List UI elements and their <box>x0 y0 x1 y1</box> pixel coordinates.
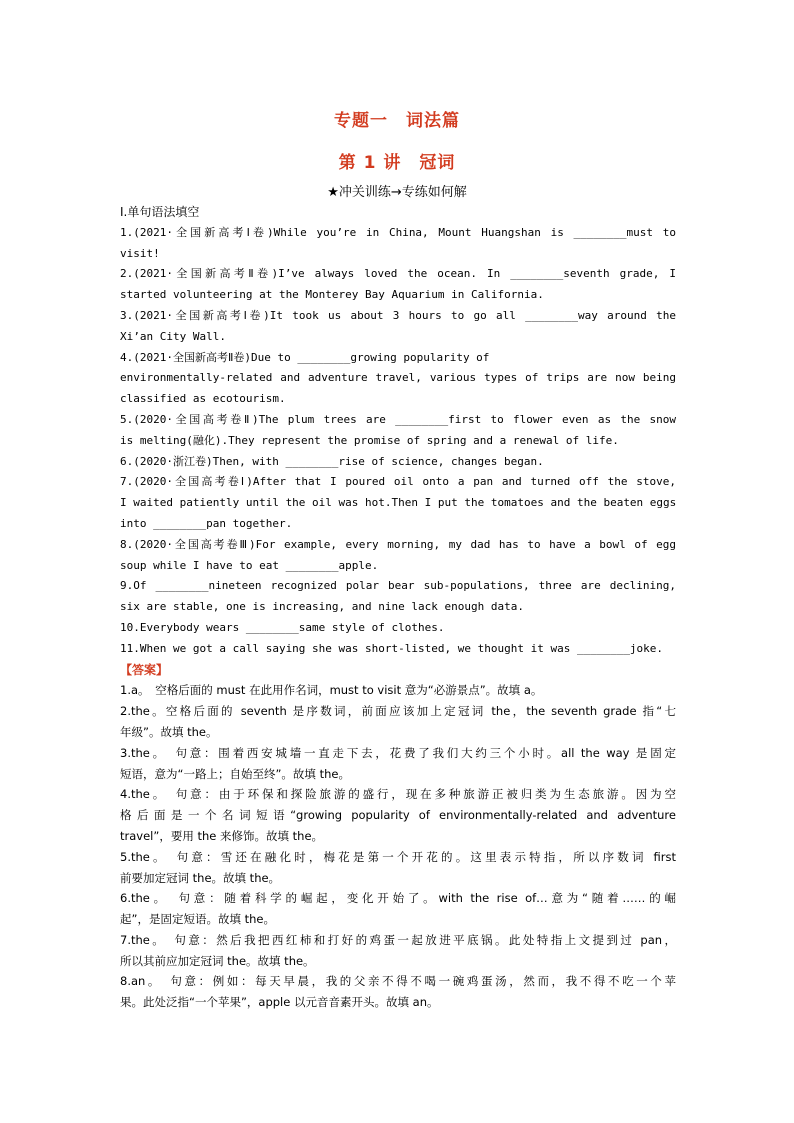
subtitle: ★冲关训练→专练如何解 <box>327 185 467 200</box>
question-line: 5.(2020·全国高考卷Ⅱ)The plum trees are ________first to flower even as the snow <box>120 412 676 426</box>
answer-line: 3.the。 句意：围着西安城墙一直走下去，花费了我们大约三个小时。all the way 是固定 <box>120 745 676 760</box>
question-line: classified as ecotourism. <box>120 392 286 406</box>
question-line: Xi’an City Wall. <box>120 329 226 343</box>
question-list <box>120 223 676 660</box>
question-line: 3.(2021·全国新高考Ⅰ卷)It took us about 3 hours to go all ________way around the <box>120 308 676 322</box>
topic-title: 专题一 词法篇 <box>334 111 460 131</box>
answer-line: 8.an。 句意：例如：每天早晨，我的父亲不得不喝一碗鸡蛋汤，然而，我不得不吃一个苹 <box>120 974 676 989</box>
question-line: 9.Of ________nineteen recognized polar bear sub-populations, three are declining, <box>120 579 676 593</box>
answer-line: travel”，要用 the 来修饰。故填 the。 <box>120 828 324 843</box>
lesson-title: 第 1 讲 冠词 <box>338 153 456 173</box>
answer-list <box>120 680 676 1013</box>
question-line: into ________pan together. <box>120 516 293 530</box>
answer-line: 起”，是固定短语。故填 the。 <box>120 912 275 927</box>
answer-line: 7.the。 句意：然后我把西红柿和打好的鸡蛋一起放进平底锅。此处特指上文提到过 pan， <box>120 932 676 947</box>
answer-line: 格后面是一个名词短语“growing popularity of environmentally-related and adventure <box>120 808 676 823</box>
question-line: 7.(2020·全国高考卷Ⅰ)After that I poured oil onto a pan and turned off the stove, <box>120 475 676 489</box>
question-line: 2.(2021·全国新高考Ⅱ卷)I’ve always loved the ocean. In ________seventh grade, I <box>120 267 676 281</box>
answer-line: 短语，意为“一路上；自始至终”。故填 the。 <box>120 766 350 781</box>
answer-line: 6.the。 句意：随着科学的崛起，变化开始了。with the rise of…意为“随着……的崛 <box>120 891 676 906</box>
answer-line: 所以其前应加定冠词 the。故填 the。 <box>120 953 315 968</box>
question-line: is melting(融化).They represent the promise of spring and a renewal of life. <box>120 433 619 447</box>
answer-line: 5.the。 句意：雪还在融化时，梅花是第一个开花的。这里表示特指，所以序数词 first <box>120 849 676 864</box>
answer-line: 前要加定冠词 the。故填 the。 <box>120 870 281 885</box>
answer-line: 1.a。 空格后面的 must 在此用作名词，must to visit 意为“必游景点”。故填 a。 <box>120 683 543 698</box>
question-line: 10.Everybody wears ________same style of clothes. <box>120 620 445 634</box>
answer-line: 果。此处泛指“一个苹果”，apple 以元音音素开头。故填 an。 <box>120 995 439 1010</box>
document-body <box>120 202 676 1013</box>
question-line: 6.(2020·浙江卷)Then, with ________rise of science, changes began. <box>120 454 544 468</box>
answer-line: 年级”。故填 the。 <box>120 724 218 739</box>
answer-line: 2.the。空格后面的 seventh 是序数词，前面应该加上定冠词 the，the seventh grade 指“七 <box>120 704 676 719</box>
question-line: 11.When we got a call saying she was short-listed, we thought it was ________joke. <box>120 641 664 655</box>
answer-line: 4.the。 句意：由于环保和探险旅游的盛行，现在多种旅游正被归类为生态旅游。因为空 <box>120 787 676 802</box>
answer-heading: 【答案】 <box>120 662 169 677</box>
question-line: environmentally-related and adventure travel, various types of trips are now being <box>120 371 676 385</box>
question-line: I waited patiently until the oil was hot.Then I put the tomatoes and the beaten eggs <box>120 496 676 510</box>
question-line: 1.(2021·全国新高考Ⅰ卷)While you’re in China, Mount Huangshan is ________must to <box>120 225 676 239</box>
question-line: 4.(2021·全国新高考Ⅱ卷)Due to ________growing popularity of <box>120 350 490 364</box>
question-line: six are stable, one is increasing, and nine lack enough data. <box>120 600 524 614</box>
section-title: Ⅰ.单句语法填空 <box>120 205 200 219</box>
question-line: started volunteering at the Monterey Bay Aquarium in California. <box>120 288 544 302</box>
question-line: 8.(2020·全国高考卷Ⅲ)For example, every morning, my dad has to have a bowl of egg <box>120 537 676 551</box>
question-line: visit! <box>120 246 160 260</box>
question-line: soup while I have to eat ________apple. <box>120 558 379 572</box>
